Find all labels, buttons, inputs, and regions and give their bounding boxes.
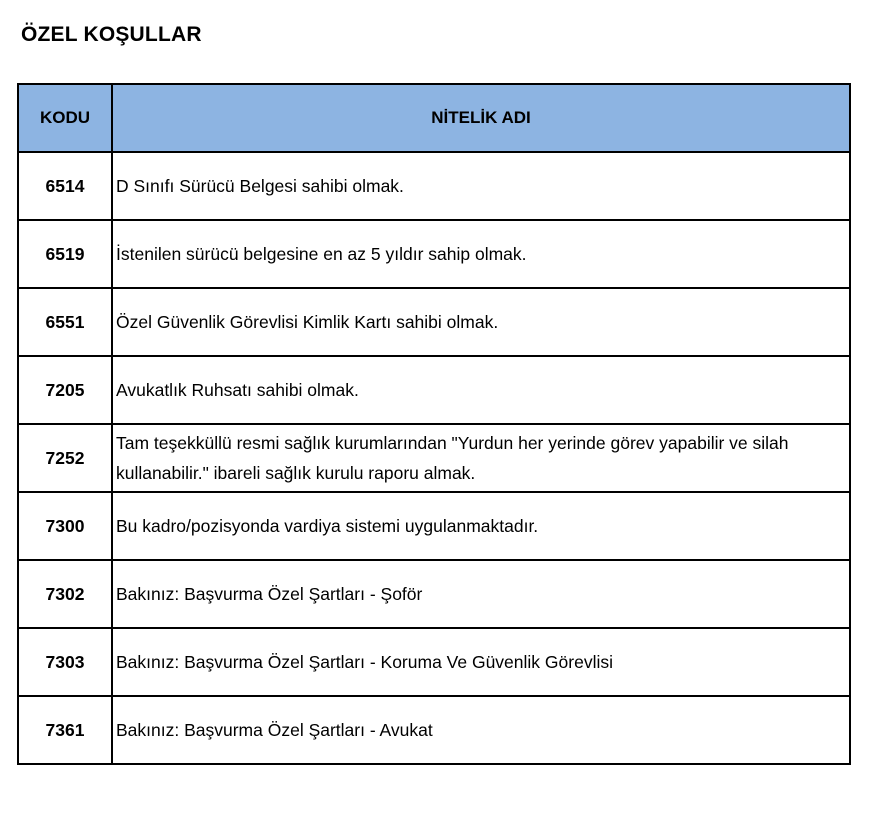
code-cell: 7361 [18, 696, 112, 764]
table-row [18, 220, 850, 288]
name-cell: Avukatlık Ruhsatı sahibi olmak. [112, 356, 850, 424]
table-row [18, 152, 850, 220]
table-row [18, 424, 850, 492]
name-cell: Bu kadro/pozisyonda vardiya sistemi uygulanmaktadır. [112, 492, 850, 560]
code-cell: 6551 [18, 288, 112, 356]
name-cell: Tam teşekküllü resmi sağlık kurumlarından "Yurdun her yerinde görev yapabilir ve silah kullanabilir." ibareli sağlık kurulu raporu almak. [112, 424, 850, 492]
code-cell: 7302 [18, 560, 112, 628]
code-cell: 7252 [18, 424, 112, 492]
name-cell: Özel Güvenlik Görevlisi Kimlik Kartı sahibi olmak. [112, 288, 850, 356]
name-cell: İstenilen sürücü belgesine en az 5 yıldır sahip olmak. [112, 220, 850, 288]
page-title: ÖZEL KOŞULLAR [21, 23, 202, 46]
name-cell: Bakınız: Başvurma Özel Şartları - Şoför [112, 560, 850, 628]
column-header-name: NİTELİK ADI [112, 84, 850, 152]
table-row [18, 356, 850, 424]
special-conditions-table [17, 83, 851, 765]
table-row [18, 628, 850, 696]
name-cell: Bakınız: Başvurma Özel Şartları - Avukat [112, 696, 850, 764]
code-cell: 6519 [18, 220, 112, 288]
table-row [18, 560, 850, 628]
table-header-row [18, 84, 850, 152]
code-cell: 7205 [18, 356, 112, 424]
table-row [18, 288, 850, 356]
column-header-code: KODU [18, 84, 112, 152]
code-cell: 7300 [18, 492, 112, 560]
name-cell: D Sınıfı Sürücü Belgesi sahibi olmak. [112, 152, 850, 220]
name-cell: Bakınız: Başvurma Özel Şartları - Koruma Ve Güvenlik Görevlisi [112, 628, 850, 696]
table-row [18, 696, 850, 764]
table-row [18, 492, 850, 560]
code-cell: 6514 [18, 152, 112, 220]
code-cell: 7303 [18, 628, 112, 696]
